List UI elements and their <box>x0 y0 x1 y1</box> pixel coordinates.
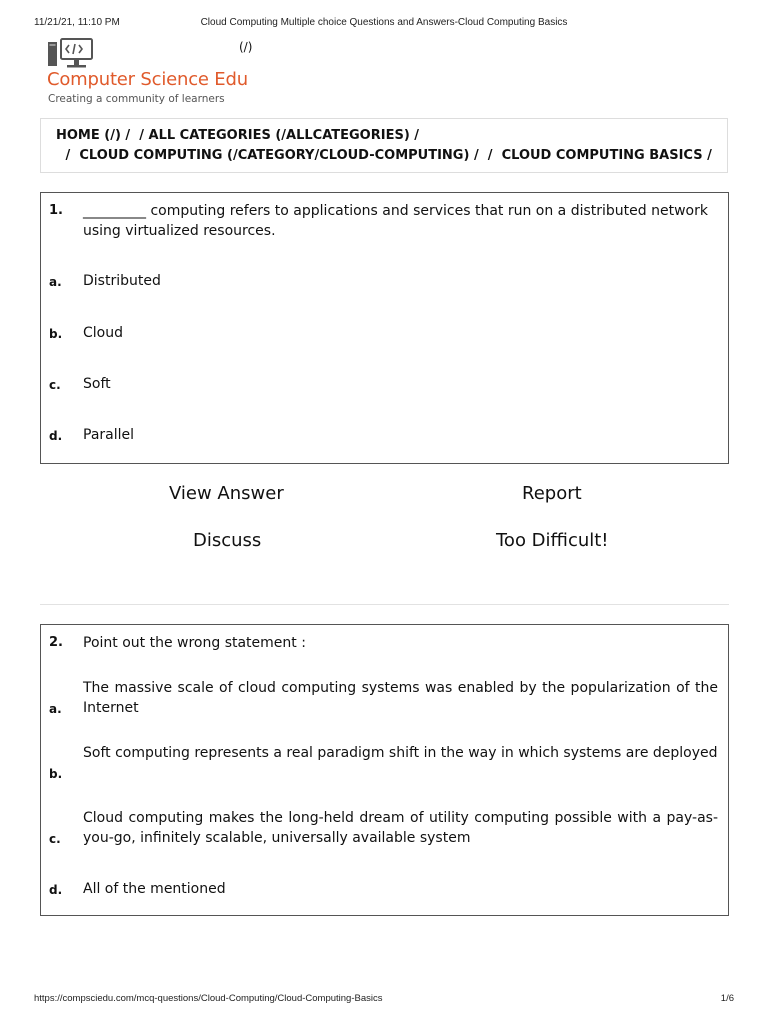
option-text: Cloud computing makes the long-held dream of utility computing possible with a pay-as-you-go, infinitely scalable, universally available system <box>83 810 718 846</box>
home-link[interactable]: (/) <box>239 40 253 54</box>
print-datetime: 11/21/21, 11:10 PM <box>34 17 120 28</box>
option-label: a. <box>49 702 62 716</box>
option-text: Distributed <box>83 273 161 289</box>
site-tagline: Creating a community of learners <box>48 93 225 105</box>
breadcrumb-cloud-computing[interactable]: CLOUD COMPUTING (/CATEGORY/CLOUD-COMPUTING) <box>79 148 470 163</box>
option-text: Soft computing represents a real paradigm shift in the way in which systems are deployed <box>83 745 718 761</box>
option-label: b. <box>49 767 63 781</box>
print-doc-title: Cloud Computing Multiple choice Questions and Answers-Cloud Computing Basics <box>200 17 568 28</box>
breadcrumb-separator: / / <box>120 128 149 143</box>
question-text: _________ computing refers to applications and services that run on a distributed network using virtualized resources. <box>83 203 708 239</box>
view-answer-button[interactable]: View Answer <box>169 483 284 504</box>
option-text: Cloud <box>83 325 123 341</box>
computer-code-icon <box>47 38 95 72</box>
question-card <box>40 624 729 916</box>
question-number: 1. <box>49 203 63 218</box>
option-text: The massive scale of cloud computing systems was enabled by the popularization of the Internet <box>83 680 718 716</box>
option-text: All of the mentioned <box>83 881 226 897</box>
too-difficult-button[interactable]: Too Difficult! <box>496 530 609 551</box>
option-text: Soft <box>83 376 111 392</box>
breadcrumb-separator: / <box>409 128 420 143</box>
question-text: Point out the wrong statement : <box>83 635 306 651</box>
divider <box>40 604 729 605</box>
print-page-number: 1/6 <box>720 993 734 1004</box>
report-button[interactable]: Report <box>522 483 582 504</box>
breadcrumb <box>40 118 728 173</box>
option-label: d. <box>49 429 63 443</box>
discuss-button[interactable]: Discuss <box>193 530 262 551</box>
breadcrumb-separator: / <box>61 148 80 163</box>
print-url: https://compsciedu.com/mcq-questions/Cloud-Computing/Cloud-Computing-Basics <box>34 993 383 1004</box>
option-label: b. <box>49 327 63 341</box>
breadcrumb-all-categories[interactable]: ALL CATEGORIES (/ALLCATEGORIES) <box>148 128 410 143</box>
option-label: c. <box>49 832 61 846</box>
site-logo[interactable] <box>47 38 247 108</box>
option-text: Parallel <box>83 427 135 443</box>
option-label: c. <box>49 378 61 392</box>
question-number: 2. <box>49 635 63 650</box>
print-header <box>34 17 734 31</box>
option-label: d. <box>49 883 63 897</box>
question-card <box>40 192 729 464</box>
breadcrumb-home[interactable]: HOME (/) <box>56 128 121 143</box>
breadcrumb-separator: / <box>702 148 712 163</box>
breadcrumb-separator: / / <box>469 148 502 163</box>
site-name: Computer Science Edu <box>47 69 248 90</box>
option-label: a. <box>49 275 62 289</box>
breadcrumb-current[interactable]: CLOUD COMPUTING BASICS <box>501 148 703 163</box>
